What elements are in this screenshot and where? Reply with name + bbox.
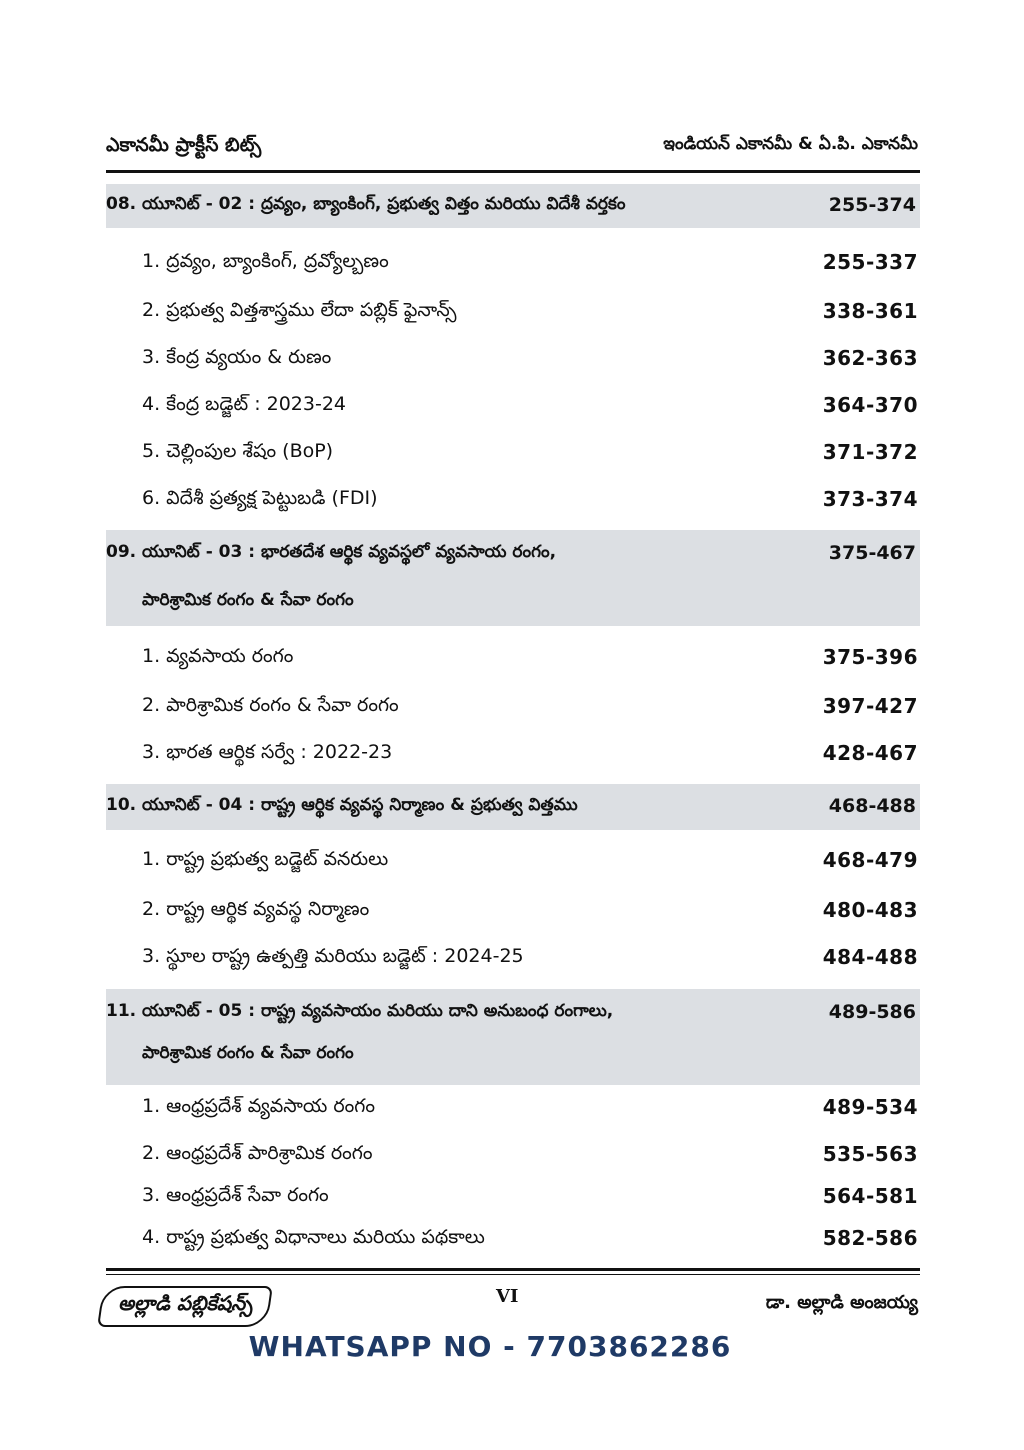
entry-pages: 364-370 bbox=[822, 393, 918, 417]
header-rule bbox=[106, 170, 920, 173]
toc-entry bbox=[142, 393, 918, 423]
entry-pages: 338-361 bbox=[822, 299, 918, 323]
header-subject: ఇండియన్ ఎకానమీ & ఏ.పి. ఎకానమీ bbox=[663, 134, 918, 154]
entry-pages: 397-427 bbox=[822, 694, 918, 718]
toc-entry bbox=[142, 645, 918, 675]
entry-label: 2. ఆంధ్రప్రదేశ్ పారిశ్రామిక రంగం bbox=[142, 1142, 373, 1164]
entry-label: 4. కేంద్ర బడ్జెట్ : 2023-24 bbox=[142, 393, 347, 415]
entry-pages: 375-396 bbox=[822, 645, 918, 669]
entry-pages: 373-374 bbox=[822, 487, 918, 511]
toc-entry bbox=[142, 440, 918, 470]
entry-pages: 371-372 bbox=[822, 440, 918, 464]
entry-label: 1. ఆంధ్రప్రదేశ్ వ్యవసాయ రంగం bbox=[142, 1095, 375, 1117]
entry-label: 5. చెల్లింపుల శేషం (BoP) bbox=[142, 440, 334, 462]
unit-title: 10. యూనిట్ - 04 : రాష్ట్ర ఆర్థిక వ్యవస్థ నిర్మాణం & ప్రభుత్వ విత్తము bbox=[106, 795, 578, 815]
toc-entry bbox=[142, 1095, 918, 1125]
entry-label: 2. రాష్ట్ర ఆర్థిక వ్యవస్థ నిర్మాణం bbox=[142, 898, 370, 920]
toc-entry bbox=[142, 346, 918, 376]
toc-entry bbox=[142, 848, 918, 878]
entry-label: 3. భారత ఆర్థిక సర్వే : 2022-23 bbox=[142, 741, 393, 763]
entry-label: 6. విదేశీ ప్రత్యక్ష పెట్టుబడి (FDI) bbox=[142, 487, 378, 509]
toc-entry bbox=[142, 694, 918, 724]
toc-entry bbox=[142, 1226, 918, 1256]
unit-row-11 bbox=[106, 989, 920, 1085]
page-footer bbox=[100, 1282, 920, 1332]
entry-pages: 362-363 bbox=[822, 346, 918, 370]
unit-row-09 bbox=[106, 530, 920, 626]
entry-pages: 468-479 bbox=[822, 848, 918, 872]
entry-pages: 428-467 bbox=[822, 741, 918, 765]
entry-label: 3. ఆంధ్రప్రదేశ్ సేవా రంగం bbox=[142, 1184, 329, 1206]
unit-row-08 bbox=[106, 184, 920, 228]
entry-pages: 480-483 bbox=[822, 898, 918, 922]
entry-label: 1. రాష్ట్ర ప్రభుత్వ బడ్జెట్ వనరులు bbox=[142, 848, 389, 870]
entry-label: 3. కేంద్ర వ్యయం & రుణం bbox=[142, 346, 332, 368]
footer-rule bbox=[106, 1268, 920, 1271]
page-number: VI bbox=[496, 1286, 519, 1307]
entry-label: 2. పారిశ్రామిక రంగం & సేవా రంగం bbox=[142, 694, 399, 716]
footer-rule-thin bbox=[106, 1274, 920, 1275]
toc-entry bbox=[142, 945, 918, 975]
unit-title: 09. యూనిట్ - 03 : భారతదేశ ఆర్థిక వ్యవస్థలో వ్యవసాయ రంగం, bbox=[106, 542, 557, 562]
entry-label: 1. వ్యవసాయ రంగం bbox=[142, 645, 294, 667]
entry-pages: 255-337 bbox=[822, 250, 918, 274]
toc-entry bbox=[142, 1142, 918, 1172]
entry-pages: 564-581 bbox=[822, 1184, 918, 1208]
unit-title: 08. యూనిట్ - 02 : ద్రవ్యం, బ్యాంకింగ్, ప్రభుత్వ విత్తం మరియు విదేశీ వర్తకం bbox=[106, 194, 626, 214]
whatsapp-number: WHATSAPP NO - 7703862286 bbox=[248, 1330, 732, 1363]
unit-pages: 468-488 bbox=[828, 795, 916, 817]
toc-entry bbox=[142, 487, 918, 517]
entry-label: 3. స్థూల రాష్ట్ర ఉత్పత్తి మరియు బడ్జెట్ : 2024-25 bbox=[142, 945, 524, 967]
entry-label: 2. ప్రభుత్వ విత్తశాస్త్రము లేదా పబ్లిక్ ఫైనాన్స్ bbox=[142, 299, 457, 321]
unit-title-continued: పారిశ్రామిక రంగం & సేవా రంగం bbox=[142, 590, 354, 610]
toc-entry bbox=[142, 250, 918, 280]
unit-row-10 bbox=[106, 784, 920, 830]
unit-pages: 375-467 bbox=[828, 542, 916, 564]
entry-pages: 489-534 bbox=[822, 1095, 918, 1119]
author-name: డా. అల్లాడి అంజయ్య bbox=[765, 1292, 918, 1313]
publisher-name: అల్లాడి పబ్లికేషన్స్ bbox=[118, 1291, 253, 1315]
publisher-logo bbox=[97, 1286, 273, 1327]
toc-entry bbox=[142, 741, 918, 771]
entry-pages: 535-563 bbox=[822, 1142, 918, 1166]
toc-entry bbox=[142, 1184, 918, 1214]
running-header bbox=[106, 134, 918, 166]
entry-label: 4. రాష్ట్ర ప్రభుత్వ విధానాలు మరియు పథకాలు bbox=[142, 1226, 485, 1248]
toc-entry bbox=[142, 299, 918, 329]
unit-title-continued: పారిశ్రామిక రంగం & సేవా రంగం bbox=[142, 1043, 354, 1063]
entry-label: 1. ద్రవ్యం, బ్యాంకింగ్, ద్రవ్యోల్బణం bbox=[142, 250, 389, 272]
unit-title: 11. యూనిట్ - 05 : రాష్ట్ర వ్యవసాయం మరియు దాని అనుబంధ రంగాలు, bbox=[106, 1001, 614, 1021]
entry-pages: 582-586 bbox=[822, 1226, 918, 1250]
unit-pages: 489-586 bbox=[828, 1001, 916, 1023]
toc-entry bbox=[142, 898, 918, 928]
header-book-title: ఎకానమీ ప్రాక్టీస్ బిట్స్ bbox=[106, 134, 262, 156]
entry-pages: 484-488 bbox=[822, 945, 918, 969]
unit-pages: 255-374 bbox=[828, 194, 916, 216]
